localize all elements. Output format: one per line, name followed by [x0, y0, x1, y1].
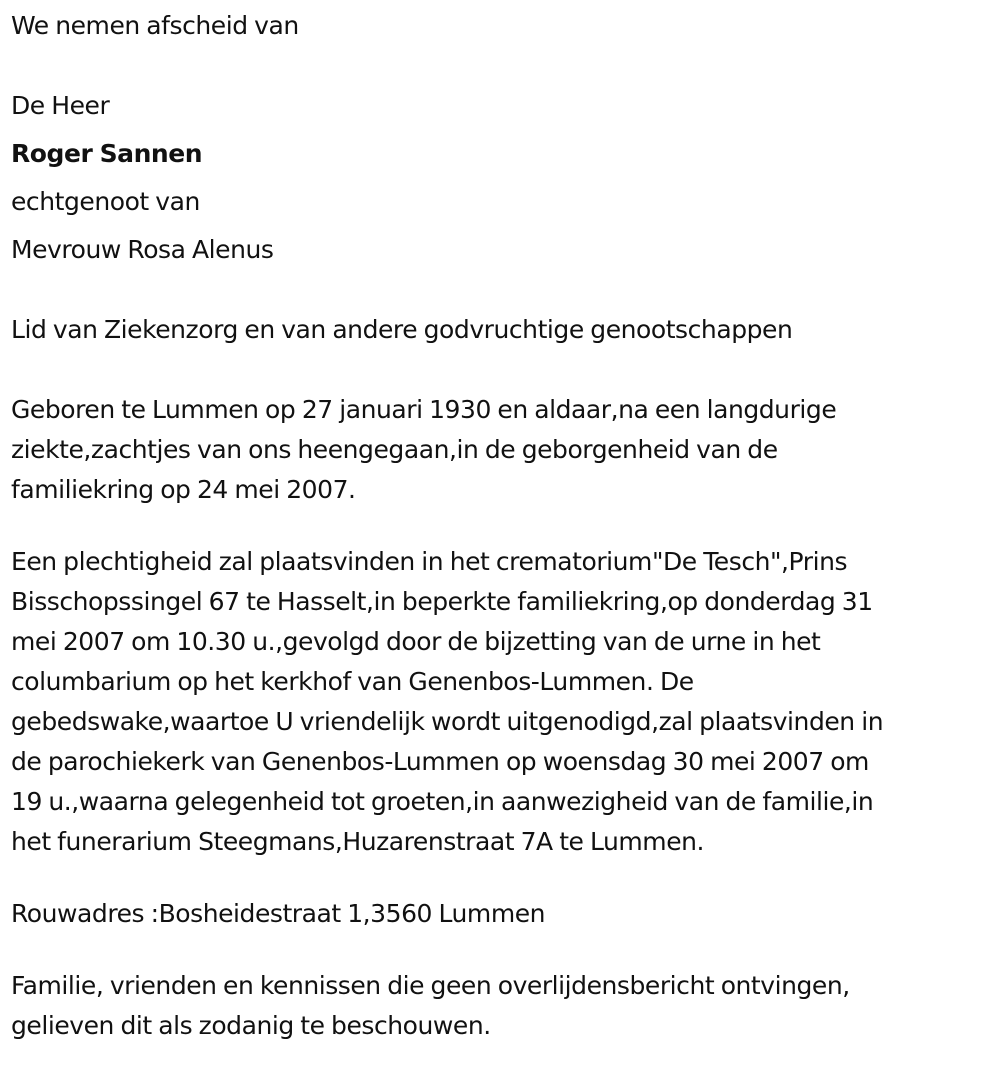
ceremony-line: Bisschopssingel 67 te Hasselt,in beperkte familiekring,op donderdag 31: [11, 587, 873, 616]
closing-line: Familie, vrienden en kennissen die geen overlijdensbericht ontvingen,: [11, 971, 850, 1000]
ceremony-line: gebedswake,waartoe U vriendelijk wordt uitgenodigd,zal plaatsvinden in: [11, 707, 884, 736]
ceremony-paragraph: [11, 542, 986, 862]
ceremony-line: het funerarium Steegmans,Huzarenstraat 7A te Lummen.: [11, 827, 705, 856]
birth-death-line: Geboren te Lummen op 27 januari 1930 en aldaar,na een langdurige: [11, 395, 837, 424]
intro-text: We nemen afscheid van: [11, 11, 299, 40]
closing-paragraph: [11, 966, 986, 1046]
ceremony-line: mei 2007 om 10.30 u.,gevolgd door de bijzetting van de urne in het: [11, 627, 821, 656]
birth-death-line: ziekte,zachtjes van ons heengegaan,in de geborgenheid van de: [11, 435, 778, 464]
closing-line: gelieven dit als zodanig te beschouwen.: [11, 1011, 491, 1040]
mourning-address: Rouwadres :Bosheidestraat 1,3560 Lummen: [11, 899, 546, 928]
salutation-text: De Heer: [11, 91, 110, 120]
birth-death-paragraph: [11, 390, 986, 510]
ceremony-line: columbarium op het kerkhof van Genenbos-Lummen. De: [11, 667, 694, 696]
relation-text: echtgenoot van: [11, 187, 200, 216]
birth-death-line: familiekring op 24 mei 2007.: [11, 475, 356, 504]
ceremony-line: de parochiekerk van Genenbos-Lummen op woensdag 30 mei 2007 om: [11, 747, 869, 776]
membership-text: Lid van Ziekenzorg en van andere godvruchtige genootschappen: [11, 315, 793, 344]
ceremony-line: 19 u.,waarna gelegenheid tot groeten,in aanwezigheid van de familie,in: [11, 787, 874, 816]
obituary-notice: [11, 6, 986, 1046]
address-paragraph: [11, 894, 986, 934]
deceased-name: Roger Sannen: [11, 139, 203, 168]
spouse-name: Mevrouw Rosa Alenus: [11, 235, 274, 264]
ceremony-line: Een plechtigheid zal plaatsvinden in het crematorium"De Tesch",Prins: [11, 547, 848, 576]
